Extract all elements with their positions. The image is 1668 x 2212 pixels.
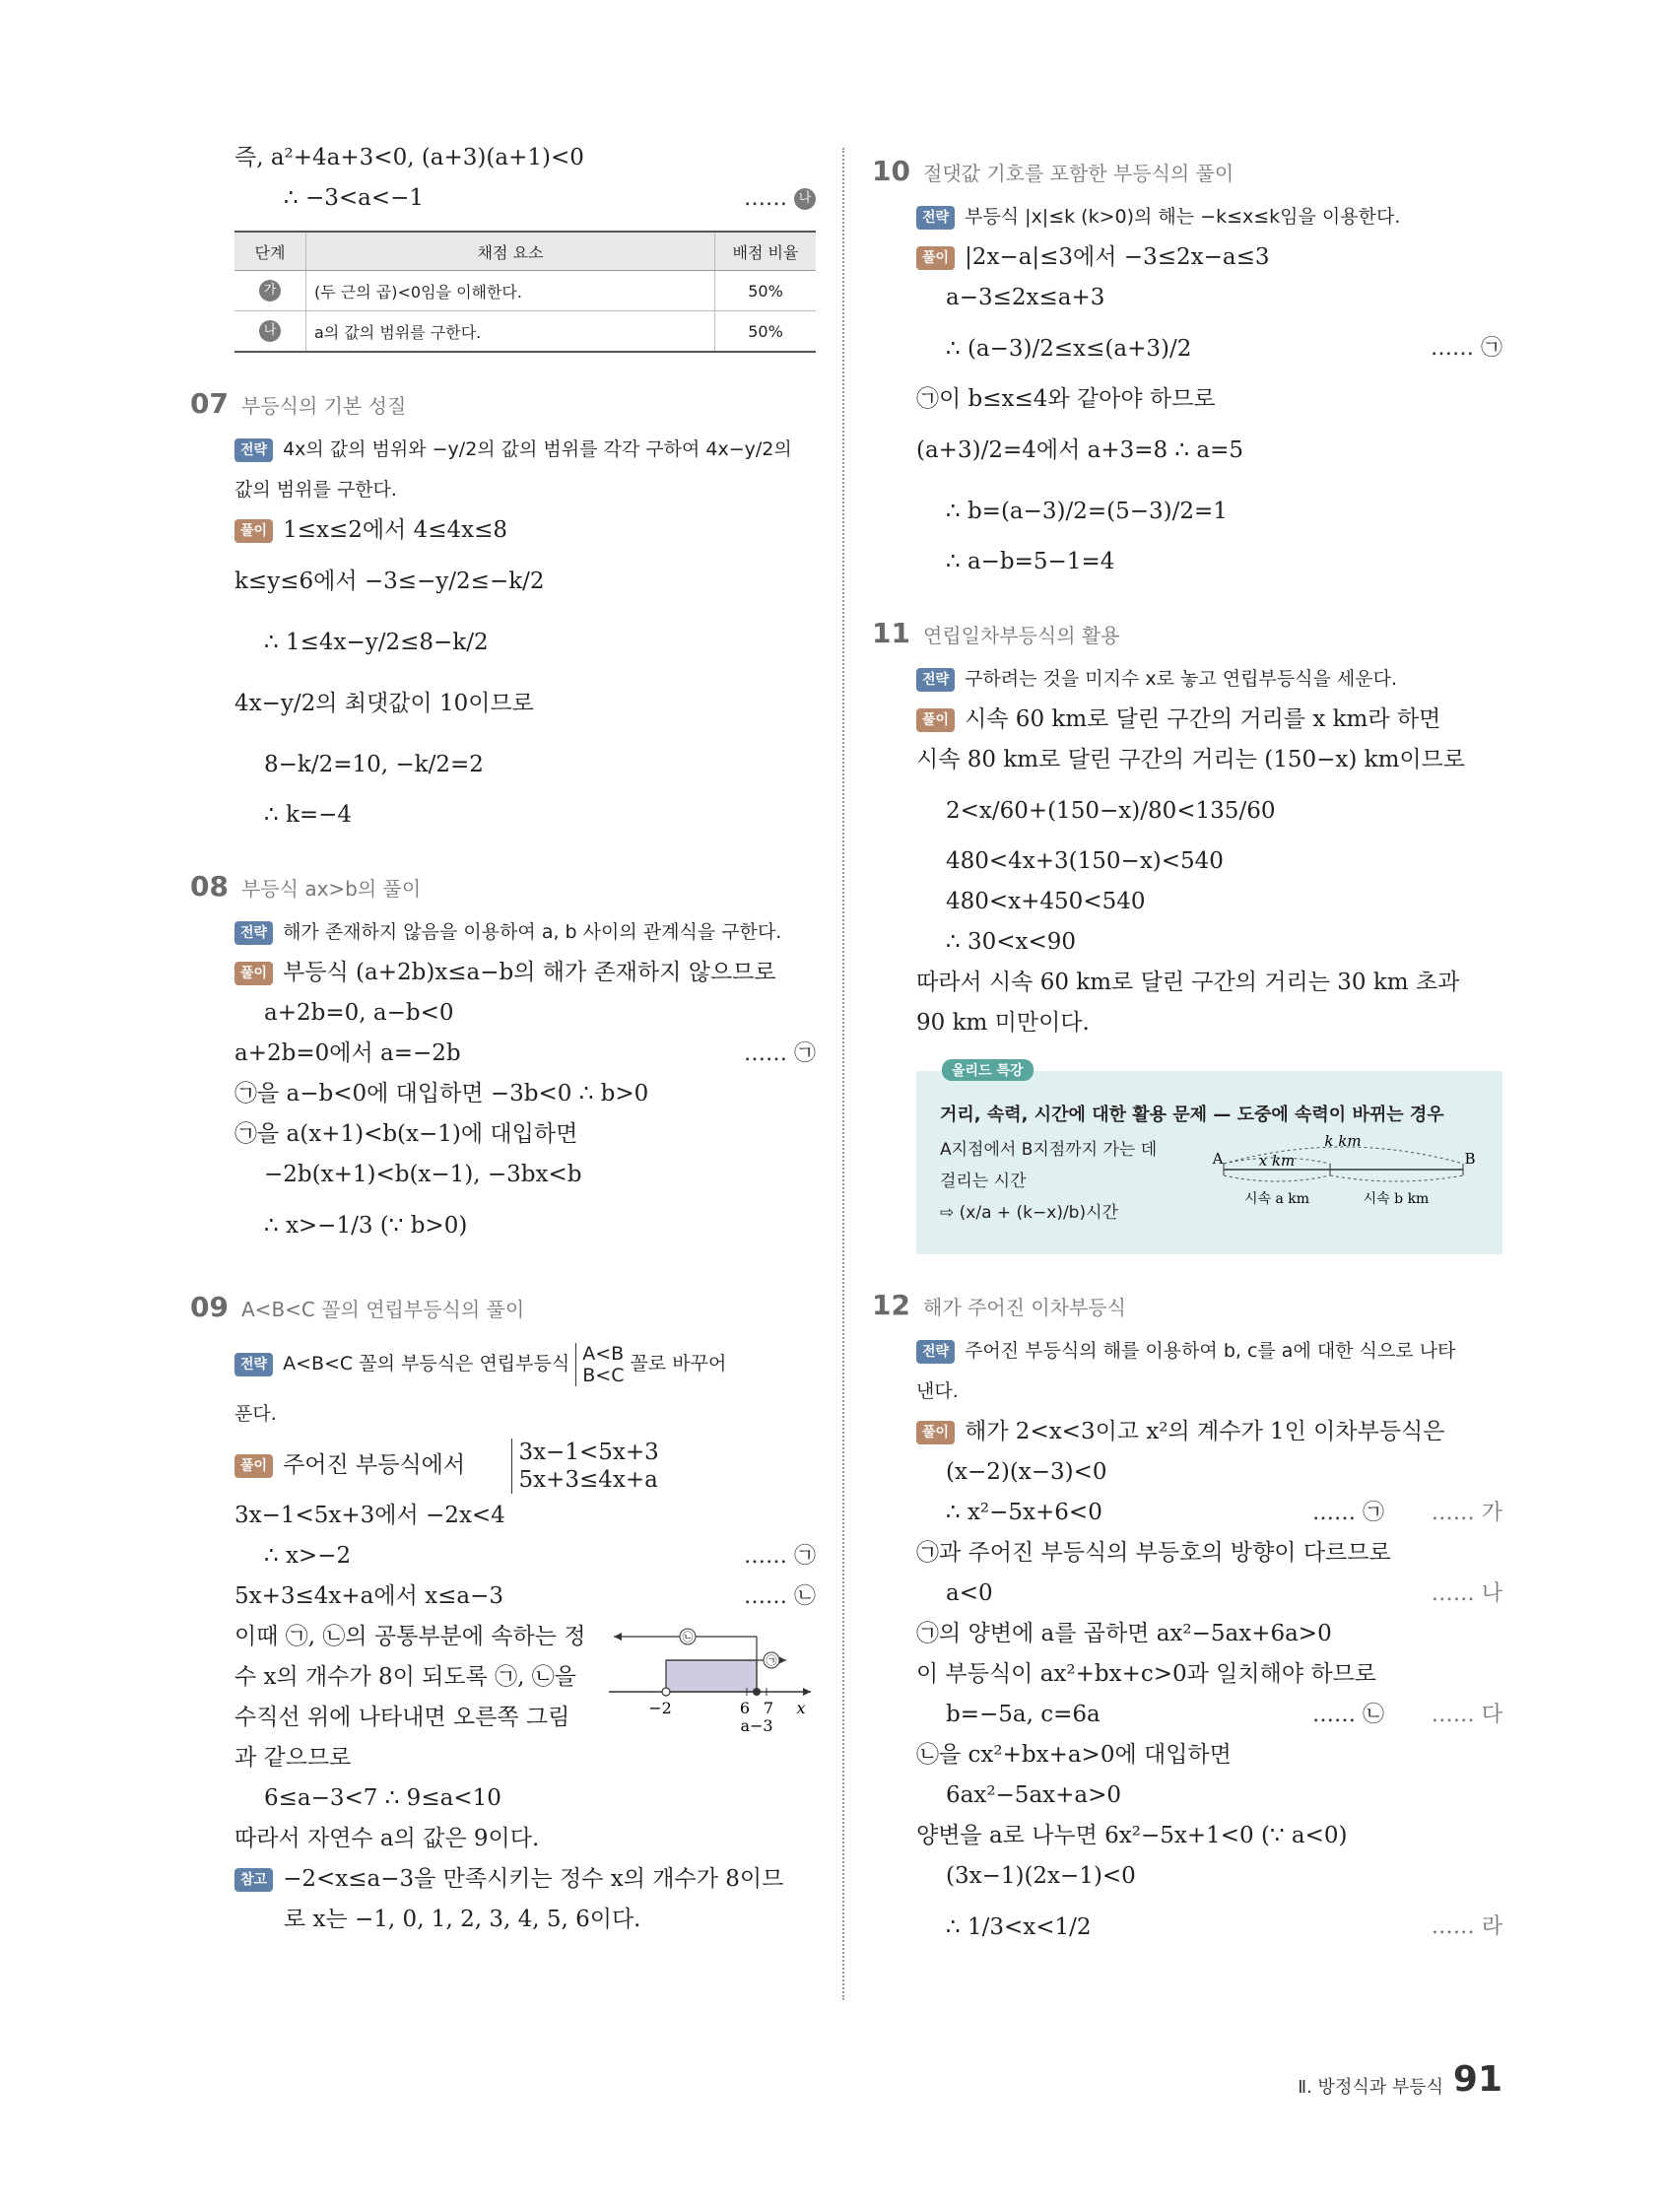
solution-line: 시속 80 km로 달린 구간의 거리는 (150−x) km이므로	[916, 747, 1466, 772]
step-marker: …… 라	[1431, 1914, 1502, 1939]
solution-line: b=−5a, c=6a …… ㉡ …… 다	[916, 1695, 1502, 1735]
strategy: 전략 주어진 부등식의 해를 이용하여 b, c를 a에 대한 식으로 나타	[916, 1331, 1502, 1372]
point-b-label: B	[1464, 1150, 1476, 1168]
strategy-cont: 값의 범위를 구한다.	[234, 479, 397, 501]
solution-line: 수 x의 개수가 8이 되도록 ㉠, ㉡을	[234, 1664, 576, 1690]
note-line: 로 x는 −1, 0, 1, 2, 3, 4, 5, 6이다.	[284, 1907, 641, 1932]
solution-tag: 풀이	[916, 708, 955, 732]
solution-line: ㉠을 a(x+1)<b(x−1)에 대입하면	[234, 1121, 578, 1147]
step-marker: …… 나	[744, 178, 816, 219]
solution-line: ∴ x>−2 …… ㉠	[234, 1536, 816, 1576]
table-row: 가 (두 근의 곱)<0임을 이해한다. 50%	[234, 271, 816, 311]
point-a-label: A	[1212, 1150, 1224, 1168]
solution-line: ∴ 1≤4x−y/2≤8−k/2	[264, 630, 489, 655]
page-number: 91	[1452, 2059, 1502, 2100]
solution-tag: 풀이	[234, 962, 273, 985]
solution-line: 4x−y/2의 최댓값이 10이므로	[234, 691, 534, 716]
solution-line: 6≤a−3<7 ∴ 9≤a<10	[264, 1785, 501, 1811]
page-footer	[1251, 2059, 1502, 2109]
equation-marker: …… ㉠	[744, 1544, 816, 1569]
equation-marker: …… ㉡	[1312, 1703, 1384, 1727]
strategy-cont: 낸다.	[916, 1380, 959, 1402]
right-column	[872, 146, 1502, 1958]
equation-marker: …… ㉠	[1312, 1501, 1384, 1525]
solution-line: ∴ 30<x<90	[946, 929, 1076, 955]
strategy: 전략 구하려는 것을 미지수 x로 놓고 연립부등식을 세운다.	[916, 659, 1502, 700]
solution-line: 풀이 |2x−a|≤3에서 −3≤2x−a≤3	[916, 237, 1502, 278]
solution-tag: 풀이	[234, 1454, 273, 1478]
table-header: 배점 비율	[715, 232, 817, 271]
solution-line: 풀이 1≤x≤2에서 4≤4x≤8	[234, 510, 816, 551]
section-07-header: 07 부등식의 기본 성질	[190, 387, 407, 420]
solution-line: ㉠이 b≤x≤4와 같아야 하므로	[916, 386, 1216, 412]
column-divider	[842, 148, 844, 2000]
solution-line: ∴ −3<a<−1 …… 나	[234, 178, 816, 219]
equation-marker: …… ㉠	[1431, 336, 1502, 361]
speed-a-label: 시속 a km	[1243, 1191, 1310, 1207]
step-badge: 가	[259, 280, 281, 302]
table-header: 채점 요소	[306, 232, 715, 271]
strategy-cont: 푼다.	[234, 1403, 277, 1425]
solution-line: (x−2)(x−3)<0	[946, 1459, 1107, 1485]
solution-line: 이 부등식이 ax²+bx+c>0과 일치해야 하므로	[916, 1661, 1377, 1687]
tick-label: −2	[648, 1699, 672, 1717]
table-header: 단계	[234, 232, 306, 271]
solution-line: ∴ x>−1/3 (∵ b>0)	[264, 1213, 468, 1239]
note-tag: 참고	[234, 1868, 273, 1892]
solution-line: 양변을 a로 나누면 6x²−5x+1<0 (∵ a<0)	[916, 1823, 1348, 1848]
solution-line: 즉, a²+4a+3<0, (a+3)(a+1)<0	[234, 145, 584, 170]
section-08-header: 08 부등식 ax>b의 풀이	[190, 870, 422, 903]
solution-line: 5x+3≤4x+a에서 x≤a−3 …… ㉡	[234, 1576, 816, 1617]
solution-line: ∴ x²−5x+6<0 …… ㉠ …… 가	[916, 1493, 1502, 1533]
solution-line: −2b(x+1)<b(x−1), −3bx<b	[264, 1162, 582, 1187]
solution-line: ∴ 1/3<x<1/2 …… 라	[916, 1897, 1502, 1958]
solution-line: ㉠의 양변에 a를 곱하면 ax²−5ax+6a>0	[916, 1621, 1332, 1646]
section-10-header: 10 절댓값 기호를 포함한 부등식의 풀이	[872, 155, 1234, 187]
range-label-2: ㉡	[682, 1631, 694, 1643]
solution-line: a+2b=0에서 a=−2b …… ㉠	[234, 1034, 816, 1074]
strategy-tag: 전략	[234, 438, 273, 462]
strategy: 전략 A<B<C 꼴의 부등식은 연립부등식 A<B B<C 꼴로 바꾸어	[234, 1333, 816, 1394]
solution-line: 480<4x+3(150−x)<540	[946, 848, 1224, 874]
solution-line: 풀이 주어진 부등식에서 3x−1<5x+3 5x+3≤4x+a	[234, 1435, 816, 1496]
solution-line: k≤y≤6에서 −3≤−y/2≤−k/2	[234, 569, 545, 594]
solution-line: ∴ b=(a−3)/2=(5−3)/2=1	[946, 499, 1228, 524]
speed-b-label: 시속 b km	[1363, 1191, 1430, 1207]
solution-line: 따라서 시속 60 km로 달린 구간의 거리는 30 km 초과	[916, 970, 1460, 995]
solution-line: ∴ (a−3)/2≤x≤(a+3)/2 …… ㉠	[916, 318, 1502, 379]
equation-marker: …… ㉡	[744, 1584, 816, 1609]
step-marker: …… 가	[1431, 1501, 1502, 1525]
solution-tag: 풀이	[916, 246, 955, 270]
strategy: 전략 부등식 |x|≤k (k>0)의 해는 −k≤x≤k임을 이용한다.	[916, 197, 1502, 237]
distance-diagram	[1212, 1130, 1478, 1209]
solution-line: 90 km 미만이다.	[916, 1010, 1090, 1036]
strategy-tag: 전략	[916, 206, 955, 230]
solution-line: 6ax²−5ax+a>0	[946, 1782, 1122, 1808]
solution-line: 수직선 위에 나타내면 오른쪽 그림	[234, 1705, 570, 1730]
chapter-label: Ⅱ. 방정식과 부등식	[1298, 2077, 1443, 2098]
section-12-header: 12 해가 주어진 이차부등식	[872, 1289, 1126, 1321]
solution-line: a+2b=0, a−b<0	[264, 1000, 454, 1026]
solution-line: 풀이 부등식 (a+2b)x≤a−b의 해가 존재하지 않으므로	[234, 953, 816, 993]
solution-line: a<0 …… 나	[916, 1574, 1502, 1614]
part-distance-label: x km	[1258, 1152, 1296, 1170]
solution-tag: 풀이	[234, 519, 273, 543]
solution-line: ∴ a−b=5−1=4	[946, 549, 1115, 574]
solution-tag: 풀이	[916, 1421, 955, 1444]
solution-line: 480<x+450<540	[946, 889, 1146, 914]
solution-line: 2<x/60+(150−x)/80<135/60	[946, 798, 1276, 824]
solution-line: 3x−1<5x+3에서 −2x<4	[234, 1503, 505, 1528]
section-11-header: 11 연립일차부등식의 활용	[872, 617, 1120, 649]
strategy-tag: 전략	[916, 668, 955, 692]
note-line: 참고 −2<x≤a−3을 만족시키는 정수 x의 개수가 8이므	[234, 1859, 816, 1900]
strategy: 전략 해가 존재하지 않음을 이용하여 a, b 사이의 관계식을 구한다.	[234, 912, 816, 953]
step-marker: …… 나	[1431, 1581, 1502, 1606]
solution-line: 이때 ㉠, ㉡의 공통부분에 속하는 정	[234, 1624, 586, 1649]
tick-label: 7	[763, 1699, 774, 1717]
step-marker: …… 다	[1431, 1703, 1502, 1727]
solution-line: 8−k/2=10, −k/2=2	[264, 752, 484, 777]
section-09-header: 09 A<B<C 꼴의 연립부등식의 풀이	[190, 1291, 525, 1323]
solution-line: a−3≤2x≤a+3	[946, 285, 1105, 310]
axis-label: x	[796, 1699, 806, 1717]
tip-badge: 올리드 특강	[942, 1059, 1034, 1081]
numberline-block	[234, 1617, 816, 1778]
step-badge: 나	[259, 320, 281, 342]
total-distance-label: k km	[1324, 1132, 1362, 1150]
strategy-tag: 전략	[916, 1340, 955, 1364]
solution-line: 과 같으므로	[234, 1745, 352, 1771]
strategy-tag: 전략	[234, 921, 273, 945]
number-line-figure	[609, 1617, 816, 1735]
strategy-tag: 전략	[234, 1353, 273, 1376]
solution-line: ㉠을 a−b<0에 대입하면 −3b<0 ∴ b>0	[234, 1081, 649, 1106]
solution-line: 풀이 시속 60 km로 달린 구간의 거리를 x km라 하면	[916, 700, 1502, 740]
range-label-1: ㉠	[766, 1654, 777, 1667]
solution-line: 풀이 해가 2<x<3이고 x²의 계수가 1인 이차부등식은	[916, 1412, 1502, 1452]
left-column	[190, 138, 816, 1940]
tip-body: A지점에서 B지점까지 가는 데 걸리는 시간 ⇨ (x/a + (k−x)/b)시간	[940, 1140, 1158, 1223]
scoring-table	[234, 231, 816, 353]
solution-line: ㉡을 cx²+bx+a>0에 대입하면	[916, 1742, 1232, 1768]
solution-line: ㉠과 주어진 부등식의 부등호의 방향이 다르므로	[916, 1540, 1391, 1566]
tip-box	[916, 1063, 1502, 1254]
tick-label: a−3	[740, 1716, 773, 1735]
solution-line: ∴ k=−4	[264, 802, 353, 828]
equation-marker: …… ㉠	[744, 1041, 816, 1066]
table-row: 나 a의 값의 범위를 구한다. 50%	[234, 311, 816, 353]
solution-line: (3x−1)(2x−1)<0	[946, 1863, 1136, 1889]
tip-heading: 거리, 속력, 시간에 대한 활용 문제 — 도중에 속력이 바뀌는 경우	[940, 1105, 1444, 1125]
tick-label: 6	[739, 1699, 751, 1717]
strategy: 전략 4x의 값의 범위와 −y/2의 값의 범위를 각각 구하여 4x−y/2의	[234, 430, 816, 470]
solution-line: 따라서 자연수 a의 값은 9이다.	[234, 1826, 540, 1851]
solution-line: (a+3)/2=4에서 a+3=8 ∴ a=5	[916, 437, 1243, 463]
